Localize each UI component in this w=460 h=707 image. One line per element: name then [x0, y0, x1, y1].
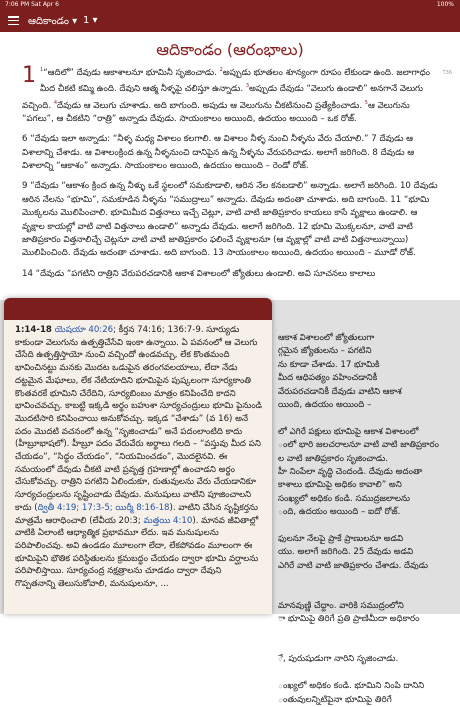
right-column-line: ే, పురుషుడుగా నారిని సృజించాడు. — [278, 654, 399, 665]
right-column-line — [278, 627, 446, 640]
right-column-line: ంఖ్యలో అధికం కండి. భూమిని నింపి దానిని — [278, 681, 425, 692]
right-column-line: గ్గమైన జ్యోతులను – పగటిని — [278, 346, 372, 357]
right-column-line: మానవుణ్ణి చేద్దాం. వారికి సముద్రంలోని — [278, 600, 404, 611]
popup-reference: 1:14-18 — [15, 325, 52, 335]
right-column-line: వేరుపరచడానికీ దేవుడు వాటిని ఆకాశ — [278, 386, 402, 397]
book-selector[interactable]: ఆదికాండం ▾ — [28, 16, 78, 27]
right-column-line: ల వాటి జాతిప్రకారం సృజించాడు. — [278, 453, 388, 464]
status-bar — [0, 0, 460, 10]
popup-header — [4, 298, 272, 320]
right-column-line: ంలో భారి జలచరాలనూ వాటి వాటి జాతిప్రకారం — [278, 440, 439, 451]
page-number: T36 — [442, 70, 452, 76]
paragraph-1: 1 $^1$“ఆదిలో” దేవుడు ఆకాశాలనూ భూమినీ సృజించాడు. $^2$అప్పుడు భూతలం శూన్యంగా రూపం లేకుండా ఉంది. జలాగాధం మీద చీకటి కమ్మి ఉంది. దేవుని ఆత్మ నీళ్ళపై చలిస్తూ ఉన్నాడు. $^3$అప్పుడు దేవుడు “వెలుగు ఉండాలి” అనగానే వెలుగు వచ్చింది. $^4$దేవుడు ఆ వెలుగు చూశాడు. అది బాగుంది. అపుడు ఆ వెలుగును చీకటినుంచి ప్రత్యేకించాడు. $^5$ఆ వెలుగును “పగలు”, ఆ చీకటిని “రాత్రి” అన్నాడు దేవుడు. సాయంకాలం అయింది, ఉదయం అయింది – ఒక రోజ్. — [22, 63, 431, 124]
footnote-popup[interactable] — [4, 298, 272, 614]
right-column-line: ంది, ఉదయం అయింది – ఐదో రోజ్. — [278, 507, 401, 518]
right-column-line: మీద ఆధిపత్యం వహించడానికీ — [278, 373, 378, 384]
right-column-line: ఆకాశ విశాలంలో జ్యోతులుగా — [278, 333, 375, 343]
right-column-line: ఫులనూ నేలపై ప్రాకే ప్రాణులనూ అడవి — [278, 533, 404, 544]
chapter-number: 1 — [22, 63, 36, 88]
right-column-line: యింది, ఉదయం అయింది – — [278, 399, 372, 410]
bible-text — [22, 64, 440, 288]
right-column-line — [278, 667, 446, 680]
right-column-line: ఎగిరే వాటి వాటి జాతిప్రకారం చేశాడు. దేవుడు — [278, 560, 429, 571]
paragraph-3: 9 “దేవుడు “ఆకాశం క్రింద ఉన్న నీళ్ళు ఒకే స్థలంలో సమకూడాలి, ఆరిన నేల కనబడాలి” అన్నాడు. అలాగే జరిగింది. 10 దేవుడు ఆరిన నేలను “భూమి”, సమకూడిన నీళ్ళను “సముద్రాలు” అన్నాడు. దేవుడు అదంతా చూశాడు. అది బాగుంది. 11 “భూమి మొక్కలను మొలిపించాలి. భూమిమీద విత్తనాలు ఇచ్చే చెట్లూ, వాటి వాటి జాతిప్రకారం కాయలు కాసే వృక్షాలు ఉండాలి. ఆ వృక్షాల కాయల్లో వాటి వాటి విత్తనాలు ఉండాలి” అన్నాడు దేవుడు. అలాగే జరిగింది. 12 భూమి మొక్కలనూ, వాటి వాటి జాతిప్రకారం విత్తనాలిచ్చే చెట్లనూ వాటి వాటి జాతిప్రకారం ఫలించే వృక్షాలనూ (ఆ వృక్షాల్లో వాటి వాటి విత్తనాలున్నాయి) మొలిపించింది. దేవుడు అదంతా చూశాడు. అది బాగుంది. 13 సాయంకాలం అయింది, ఉదయం అయింది – మూడో రోజ్. — [22, 181, 438, 259]
right-column-line: ను కూడా చేశాడు. 17 భూమికి — [278, 359, 380, 370]
paragraph-2: 6 “దేవుడు ఇలా అన్నాడు: “నీళ్ళ మధ్య విశాలం కలగాలి. ఆ విశాలం నీళ్ళ నుంచి నీళ్ళను వేరు చేయాలి.” 7 దేవుడు ఆ విశాలాన్ని చేశాడు. ఆ విశాలంక్రింద ఉన్న నీళ్ళనుంచి దానిపైన ఉన్న నీళ్ళను వేరుపరిచాడు. అలాగే జరిగింది. 8 దేవుడు ఆ విశాలాన్ని “ఆకాశం” అన్నాడు. సాయంకాలం అయింది, ఉదయం అయింది – రెండో రోజ్. — [22, 134, 415, 172]
right-column-line — [278, 640, 446, 653]
status-time: 7:06 PM Sat Apr 6 — [5, 1, 59, 8]
cross-ref-link-2[interactable]: ద్వితీ 4:19; 17:3-5; యిర్మీ 8:16-18 — [37, 502, 170, 513]
popup-text-3: ). మానవ జీవితాల్లో వాటికి ఏలాంటి ఆధ్యాత్మిక ప్రభావమూ లేదు. ఇవ మనుషులను పరిపాలించవు. అవి ఉండడం మూలంగా లేదా, లేకపోవడం మూలంగా ఈ భూమిపైని భౌతిక పరిస్థితులను క్రమబద్ధం చేయడం ద్వారా భూమి వర్ఘాలను పరిపాలిస్తాయి. సూర్యచంద్ర నక్షత్రాలను చూడడం ద్వారా దేవుని గొప్పతనాన్ని తెలుసుకోవాలి, మనుషులనూ, ... — [15, 515, 259, 590]
paragraph-4: 14 “దేవుడు “పగటిని రాత్రిని వేరుపరచడానికి ఆకాశ విశాలంలో జ్యోతులు ఉండాలి. అవి సూచనలు కాలాలు — [22, 268, 376, 279]
popup-body: 1:14-18 యెషయా 40:26; కీర్తన 74:16; 136:7-9. సూర్యుడు కాకుండా వెలుగును ఉత్పత్తిచేసేవి ఇంకా ఉన్నాయి. ఏ పవనంలో ఆ వెలుగు చేసేది ఉత్పత్తిస్తాయో నుంచి వచ్చిందో ఉండవచ్చు, లేక కొంతమంది భావించినట్టు మనకు మొదట ఒడుపైన తరంగవలయాలు, లేదా నేడు దట్టమైన మేఘాలు, లేక నేటియాదిని భూమిపైన పుష్కలంగా సూర్యకాంతి కొంతవరకే భూమిని చేరేదిని, సూర్యబింబం మాత్రం కనిపించేది కాదని భావించవచ్చు. కాబట్టి ఇక్కడి అర్థం బహుశా సూర్యచంద్రులు భూమి పైనుండి మొదటిసారి కనిపించాయి అనుకోవచ్చు. ఇక్కడ “చేశాడు” (వ 16) అనే పదం మొదటి వచనంలో ఉన్న “సృజించాడు” అనే పదంలాంటిది కాదు (హీబ్రూభాషలో). హీబ్రూ పదం వేరువేరు అర్థాలు గలది – “వస్తువు మీద పని చేయడం”, “సిద్ధం చేయడం”, “నియమించడం”, మొదలైనవి. ఈ సమయంలో దేవుడు చీకటి వాటి ప్రవృత్త గ్రహణాల్లో ఉంచాడని అర్థం చేసుకోవచ్చు. రాత్రిని పగటిని ఏలిందుకూ, రుతువులను వేరు చేయడానికూ సూర్యచంద్రులను సృష్టించాడు దేవుడు. మనుషులు వాటిని పూజించాలని కాదు (ద్వితీ 4:19; 17:3-5; యిర్మీ 8:16-18). వాటిని చేసిన సృష్టికర్తను మాత్రమే ఆరాధించాలి (లేవీయ 20:3; మత్తయి 4:10). మానవ జీవితాల్లో వాటికి ఏలాంటి ఆధ్యాత్మిక ప్రభావమూ లేదు. ఇవ మనుషులను పరిపాలించవు. అవి ఉండడం మూలంగా లేదా, లేకపోవడం మూలంగా ఈ భూమిపైని భౌతిక పరిస్థితులను క్రమబద్ధం చేయడం ద్వారా భూమి వర్ఘాలను పరిపాలిస్తాయి. సూర్యచంద్ర నక్షత్రాలను చూడడం ద్వారా దేవుని గొప్పతనాన్ని తెలుసుకోవాలి, మనుషులనూ, ... — [15, 325, 263, 590]
right-column-line: లో ఎగిరే పక్షులు భూమిపై ఆకాశ విశాలంలో — [278, 426, 419, 437]
right-column-line: ా భూమిపై తిరిగే ప్రతి ప్రాణిమీదా అధికారం — [278, 614, 420, 625]
app-bar — [0, 10, 460, 32]
chapter-selector[interactable]: 1 ▾ — [83, 15, 98, 26]
cross-ref-link-3[interactable]: మత్తయి 4:10 — [143, 515, 193, 526]
right-column-line: హీ నింపేలా వృద్ధి చెందండి. దేవుడు అదంతా — [278, 466, 423, 477]
popup-text-2: . వాటిని చేసిన సృష్టికర్తను మాత్రమే ఆరాధించాలి (లేవీయ 20:3; — [15, 502, 258, 526]
popup-text-1: ; కీర్తన 74:16; 136:7-9. సూర్యుడు కాకుండా వెలుగును ఉత్పత్తిచేసేవి ఇంకా ఉన్నాయి. ఏ పవనంలో ఆ వెలుగు చేసేది ఉత్పత్తిస్తాయో నుంచి వచ్చిందో ఉండవచ్చు, లేక కొంతమంది భావించినట్టు మనకు మొదట ఒడుపైన తరంగవలయాలు, లేదా నేడు దట్టమైన మేఘాలు, లేక నేటియాదిని భూమిపైన పుష్కలంగా సూర్యకాంతి కొంతవరకే భూమిని చేరేదిని, సూర్యబింబం మాత్రం కనిపించేది కాదని భావించవచ్చు. కాబట్టి ఇక్కడి అర్థం బహుశా సూర్యచంద్రులు భూమి పైనుండి మొదటిసారి కనిపించాయి అనుకోవచ్చు. ఇక్కడ “చేశాడు” (వ 16) అనే పదం మొదటి వచనంలో ఉన్న “సృజించాడు” అనే పదంలాంటిది కాదు (హీబ్రూభాషలో). హీబ్రూ పదం వేరువేరు అర్థాలు గలది – “వస్తువు మీద పని చేయడం”, “సిద్ధం చేయడం”, “నియమించడం”, మొదలైనవి. ఈ సమయంలో దేవుడు చీకటి వాటి ప్రవృత్త గ్రహణాల్లో ఉంచాడని అర్థం చేసుకోవచ్చు. రాత్రిని పగటిని ఏలిందుకూ, రుతువులను వేరు చేయడానికూ సూర్యచంద్రులను సృష్టించాడు దేవుడు. మనుషులు వాటిని పూజించాలని కాదు — [15, 325, 263, 513]
battery-indicator: 100% — [436, 1, 454, 8]
menu-icon[interactable] — [8, 16, 19, 25]
right-column-line: కాశాలు భూమిపై అధికం కావాలి” అని — [278, 480, 402, 491]
right-column-line: యు. అలాగే జరిగింది. 25 దేవుడు అడవి — [278, 547, 414, 558]
right-column-line: ంతువులన్నిటిపైనా భూమిపై తిరిగే — [278, 694, 392, 705]
right-column-line: సంఖ్యలో అధికం కండి. సముద్రజలాలను — [278, 493, 411, 504]
chapter-heading: ఆదికాండం (ఆరంభాలు) — [156, 40, 304, 59]
cross-ref-link-1[interactable]: యెషయా 40:26 — [54, 325, 114, 335]
